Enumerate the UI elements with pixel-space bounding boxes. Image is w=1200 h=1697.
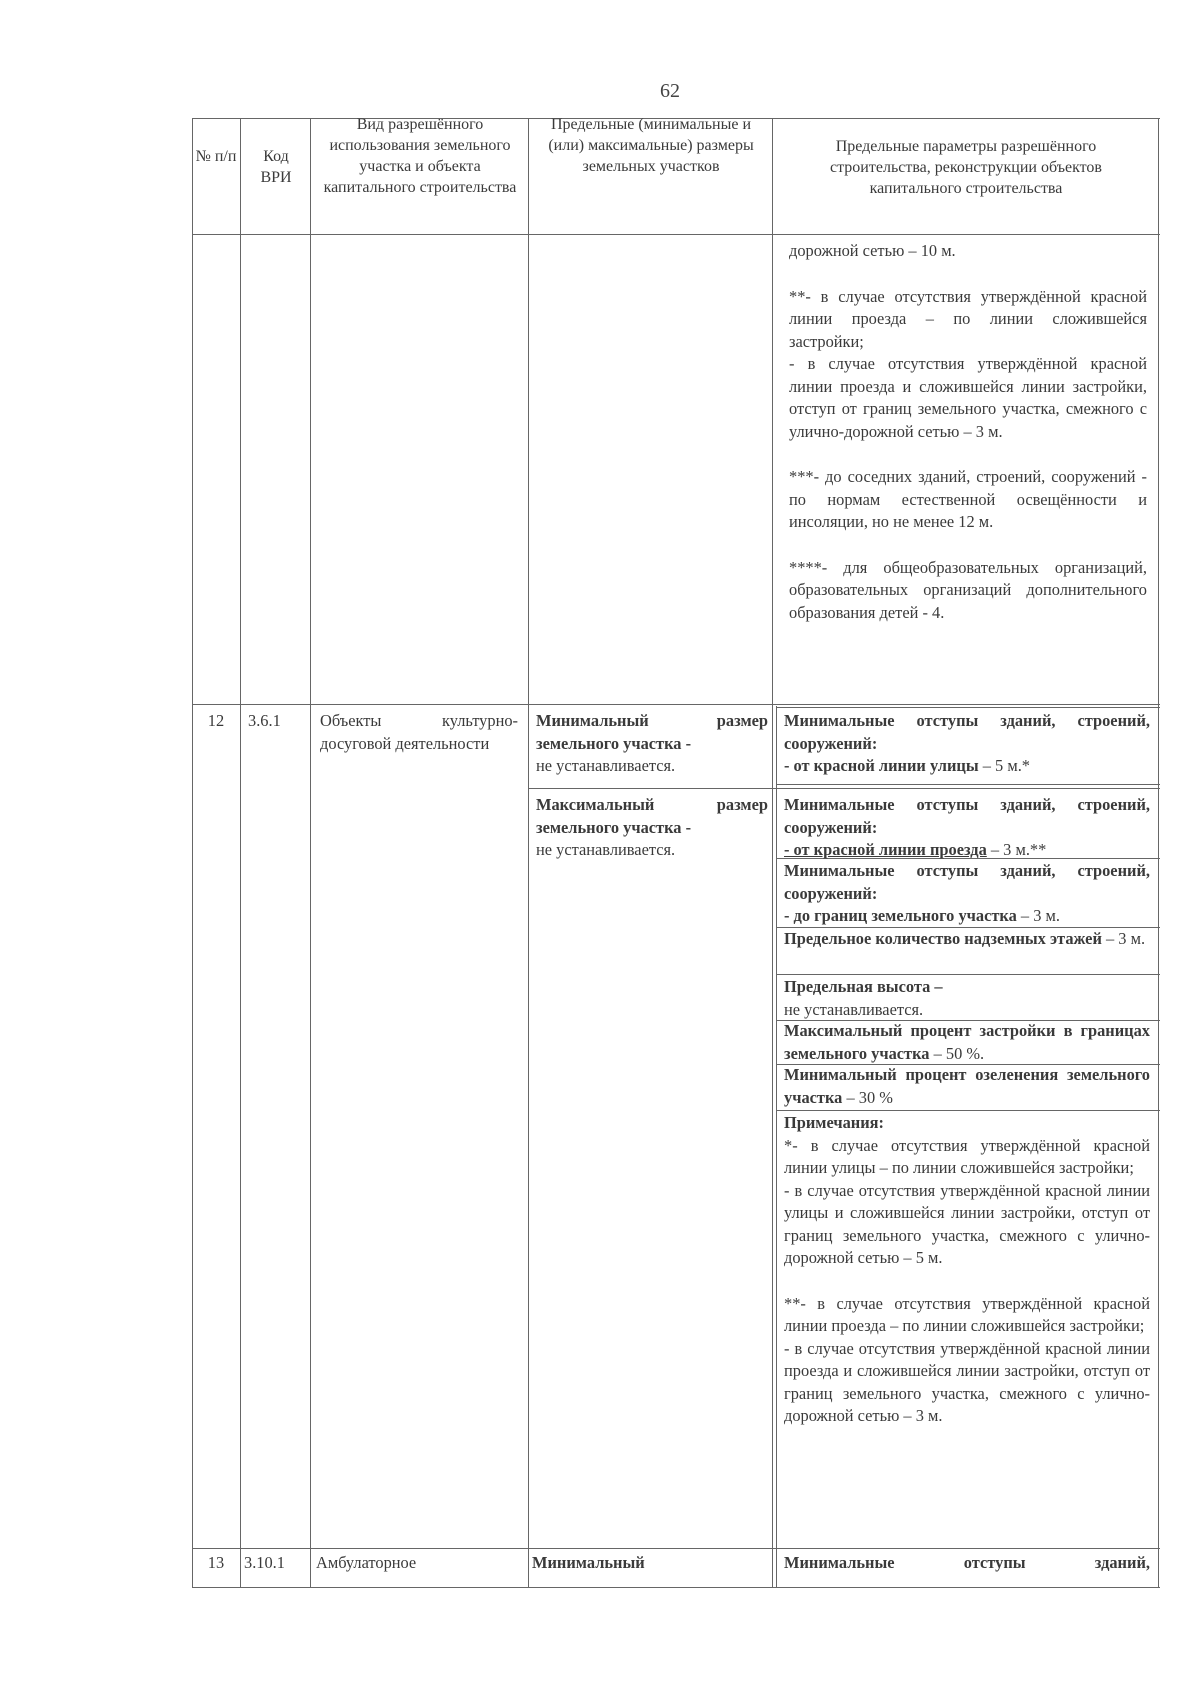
header-params: Предельные параметры разрешённого строительства, реконструкции объектов капитального строительства: [830, 138, 1102, 197]
continuation-line: дорожной сетью – 10 м.: [789, 241, 956, 260]
note-2b: - в случае отсутствия утверждённой красной линии проезда и сложившейся линии застройки, отступ от границ земельного участка, смежного с улично-дорожной сетью – 3 м.: [784, 1338, 1150, 1425]
row12-max-size: [536, 794, 768, 862]
param-setback-street-sub: - от красной линии улицы: [784, 756, 979, 775]
row12-notes: [784, 1112, 1150, 1428]
row12-num: 12: [207, 711, 225, 730]
note-1a: *- в случае отсутствия утверждённой красной линии улицы – по линии сложившейся застройки;: [784, 1135, 1150, 1177]
params-split-1: [776, 784, 1160, 785]
param-floors-label: Предельное количество надземных этажей: [784, 929, 1102, 948]
max-size-value: не устанавливается.: [536, 840, 676, 859]
continuation-note-3: ***- до соседних зданий, строений, сооружений - по нормам естественной освещённости и инсоляции, но не менее 12 м.: [789, 467, 1147, 531]
param-setback-street-label: Минимальные отступы зданий, строений, сооружений:: [784, 711, 1150, 753]
param-setback-boundary-label: Минимальные отступы зданий, строений, сооружений:: [784, 861, 1150, 903]
header-divider: [192, 234, 1160, 235]
param-height-label: Предельная высота –: [784, 977, 943, 996]
param-green-percent-label: Минимальный процент озеленения земельного участка: [784, 1065, 1150, 1107]
param-setback-driveway-sub: - от красной линии проезда: [784, 840, 987, 859]
row12-type: Объекты культурно-досуговой деятельности: [320, 711, 518, 753]
param-setback-street: [784, 710, 1150, 778]
header-sizes: Предельные (минимальные и (или) максимальные) размеры земельных участков: [548, 116, 754, 175]
row12-top-line: [192, 704, 1160, 705]
continuation-note-2a: **- в случае отсутствия утверждённой красной линии проезда – по линии сложившейся застройки;: [789, 286, 1147, 351]
param-build-percent-label: Максимальный процент застройки в границах земельного участка: [784, 1021, 1150, 1063]
param-height: [784, 976, 1150, 1021]
table-border-right: [1158, 118, 1159, 1588]
note-2a: **- в случае отсутствия утверждённой красной линии проезда – по линии сложившейся застройки;: [784, 1293, 1150, 1335]
row13-size: Минимальный: [532, 1553, 645, 1572]
param-setback-boundary-value: – 3 м.: [1016, 906, 1060, 925]
param-setback-boundary: [784, 860, 1150, 928]
regulations-table: [192, 118, 1160, 1588]
col-divider-3: [528, 118, 529, 1588]
param-build-percent: [784, 1020, 1150, 1065]
param-setback-driveway-value: – 3 м.**: [986, 840, 1047, 859]
params-split-1b: [776, 788, 1160, 789]
row13-code: 3.10.1: [244, 1553, 285, 1572]
continuation-notes: [789, 240, 1147, 624]
param-setback-street-value: – 5 м.*: [978, 756, 1030, 775]
table-border-left: [192, 118, 193, 1588]
param-green-percent: [784, 1064, 1150, 1109]
header-code: Код ВРИ: [260, 148, 292, 186]
continuation-note-2b: - в случае отсутствия утверждённой красной линии проезда и сложившейся линии застройки, отступ от границ земельного участка, смежного с улично-дорожной сетью – 3 м.: [789, 354, 1147, 441]
row13-type: Амбулаторное: [316, 1553, 417, 1572]
param-green-percent-value: – 30 %: [842, 1087, 893, 1107]
table-border-bottom: [192, 1587, 1160, 1588]
param-build-percent-value: – 50 %.: [929, 1043, 985, 1063]
row13-params: Минимальные отступы зданий,: [784, 1553, 1150, 1572]
col-divider-2: [310, 118, 311, 1588]
notes-title: Примечания:: [784, 1113, 884, 1132]
row12-top-line-b: [776, 707, 1160, 708]
continuation-note-4: ****- для общеобразовательных организаций, образовательных организаций дополнительного образования детей - 4.: [789, 557, 1147, 622]
col-divider-1: [240, 118, 241, 1588]
min-size-label: Минимальный размер земельного участка -: [536, 711, 768, 753]
row13-top-line: [192, 1548, 1160, 1549]
min-size-value: не устанавливается.: [536, 756, 676, 775]
col-divider-4: [772, 118, 773, 1588]
param-floors-value: – 3 м.: [1101, 929, 1146, 948]
param-setback-boundary-sub: - до границ земельного участка: [784, 906, 1017, 925]
header-num: № п/п: [195, 148, 237, 165]
size-split-line: [528, 788, 776, 789]
row12-min-size: [536, 710, 768, 778]
param-setback-driveway: [784, 794, 1150, 862]
col-divider-4b: [776, 706, 777, 1588]
row13-num: 13: [207, 1553, 225, 1572]
param-setback-driveway-label: Минимальные отступы зданий, строений, сооружений:: [784, 795, 1150, 837]
max-size-label: Максимальный размер земельного участка -: [536, 795, 768, 837]
header-type: Вид разрешённого использования земельного участка и объекта капитального строительства: [323, 116, 517, 196]
page-number: 62: [660, 80, 680, 102]
row12-code: 3.6.1: [248, 711, 281, 730]
param-floors: [784, 928, 1150, 951]
param-height-value: не устанавливается.: [784, 999, 924, 1019]
note-1b: - в случае отсутствия утверждённой красной линии улицы и сложившейся линии застройки, отступ от границ земельного участка, смежного с улично-дорожной сетью – 5 м.: [784, 1180, 1150, 1267]
